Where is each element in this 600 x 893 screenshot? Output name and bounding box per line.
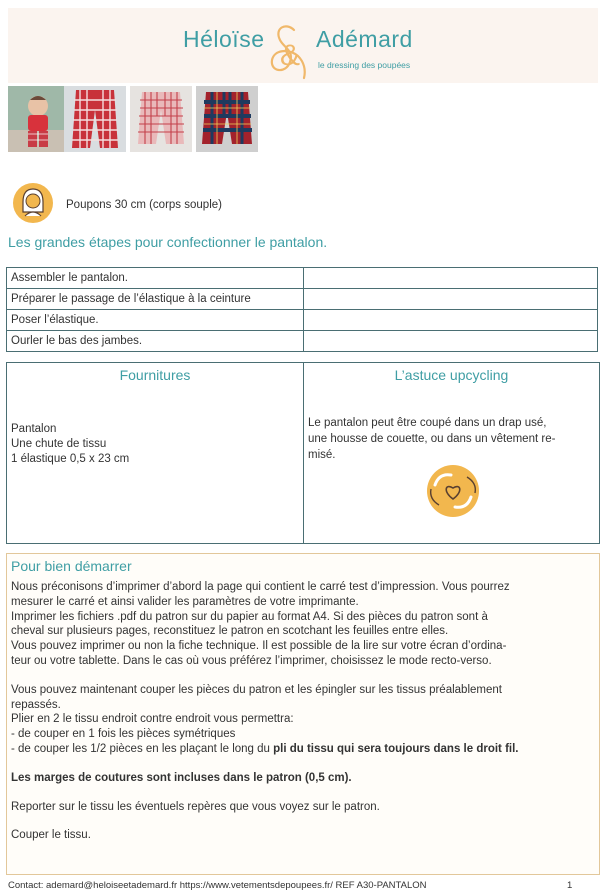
brand-header xyxy=(8,8,598,83)
text-line: cheval sur plusieurs pages, reconstituez le patron en scotchant les feuilles entre elles. xyxy=(11,625,449,638)
brand-name-second: Adémard xyxy=(316,26,413,52)
brand-logo xyxy=(178,22,438,82)
brand-name-first: Héloïse xyxy=(183,26,265,52)
doll-face-icon xyxy=(12,182,54,224)
table-row xyxy=(7,331,598,352)
ampersand-icon xyxy=(264,20,312,82)
text-line: Imprimer les fichiers .pdf du patron sur du papier au format A4. Si des pièces du patron sont à xyxy=(11,610,488,623)
pink-check-pants-icon xyxy=(130,86,192,152)
text-line: mesurer le carré et ainsi valider les paramètres de votre imprimante. xyxy=(11,595,359,608)
text-line: Nous préconisons d’imprimer d’abord la page qui contient le carré test d’impression. Vous pourrez xyxy=(11,581,510,593)
step-label: Ourler le bas des jambes. xyxy=(7,331,304,352)
text-line: Vous pouvez maintenant couper les pièces du patron et les épingler sur les tissus préalablement xyxy=(11,683,502,696)
footer-contact: Contact: ademard@heloiseetademard.fr https://www.vetementsdepoupees.fr/ REF A30-PANTALON xyxy=(8,880,427,891)
step-label: Préparer le passage de l’élastique à la ceinture xyxy=(7,289,304,310)
supply-line: Une chute de tissu xyxy=(11,438,107,450)
upcycling-title: L’astuce upcycling xyxy=(394,367,509,383)
page-number: 1 xyxy=(567,880,573,891)
text-line: Plier en 2 le tissu endroit contre endroit vous permettra: xyxy=(11,713,294,726)
doll-in-pants-icon xyxy=(8,86,70,152)
table-row xyxy=(7,268,598,289)
svg-text:&: & xyxy=(280,39,301,72)
supplies-box xyxy=(6,362,600,544)
step-empty-cell xyxy=(304,310,598,331)
bold-text: pli du tissu qui sera toujours dans le droit fil. xyxy=(273,742,519,755)
text-span: - de couper les 1/2 pièces en les plaçant le long du xyxy=(11,742,274,755)
red-check-pants-icon xyxy=(64,86,126,152)
bold-text: Les marges de coutures sont incluses dans le patron (0,5 cm). xyxy=(11,771,352,784)
text-line: repassés. xyxy=(11,698,61,711)
text-line xyxy=(11,742,595,757)
upcycling-line: misé. xyxy=(308,449,336,461)
getting-started-title: Pour bien démarrer xyxy=(11,558,132,574)
text-line: Vous pouvez imprimer ou non la fiche technique. Il est possible de la lire sur votre écran d’ordina- xyxy=(11,640,507,653)
upcycling-line: Le pantalon peut être coupé dans un drap usé, xyxy=(308,417,547,429)
steps-table xyxy=(6,267,598,352)
tartan-pants-icon xyxy=(196,86,258,152)
text-line: Couper le tissu. xyxy=(11,829,91,842)
text-line: - de couper en 1 fois les pièces symétriques xyxy=(11,728,236,741)
step-label: Assembler le pantalon. xyxy=(7,268,304,289)
table-row xyxy=(7,289,598,310)
text-line xyxy=(11,771,595,786)
upcycling-line: une housse de couette, ou dans un vêtement re- xyxy=(308,433,556,445)
steps-heading: Les grandes étapes pour confectionner le pantalon. xyxy=(8,234,328,250)
getting-started-box xyxy=(6,553,600,875)
step-empty-cell xyxy=(304,331,598,352)
upcycling-text xyxy=(308,415,592,463)
supply-line: Pantalon xyxy=(11,423,57,435)
table-row xyxy=(7,310,598,331)
supplies-column xyxy=(7,363,303,543)
step-label: Poser l’élastique. xyxy=(7,310,304,331)
supply-line: 1 élastique 0,5 x 23 cm xyxy=(11,453,130,465)
step-empty-cell xyxy=(304,268,598,289)
step-empty-cell xyxy=(304,289,598,310)
brand-tagline: le dressing des poupées xyxy=(318,60,411,70)
text-line: Reporter sur le tissu les éventuels repères que vous voyez sur le patron. xyxy=(11,800,380,813)
text-line: teur ou votre tablette. Dans le cas où vous préférez l’imprimer, choisissez le mode recto-verso. xyxy=(11,654,492,667)
getting-started-body xyxy=(11,580,595,843)
hands-heart-icon xyxy=(425,463,481,519)
supplies-title: Fournitures xyxy=(119,367,191,383)
upcycling-column xyxy=(304,363,599,543)
doll-size-label: Poupons 30 cm (corps souple) xyxy=(66,199,222,211)
